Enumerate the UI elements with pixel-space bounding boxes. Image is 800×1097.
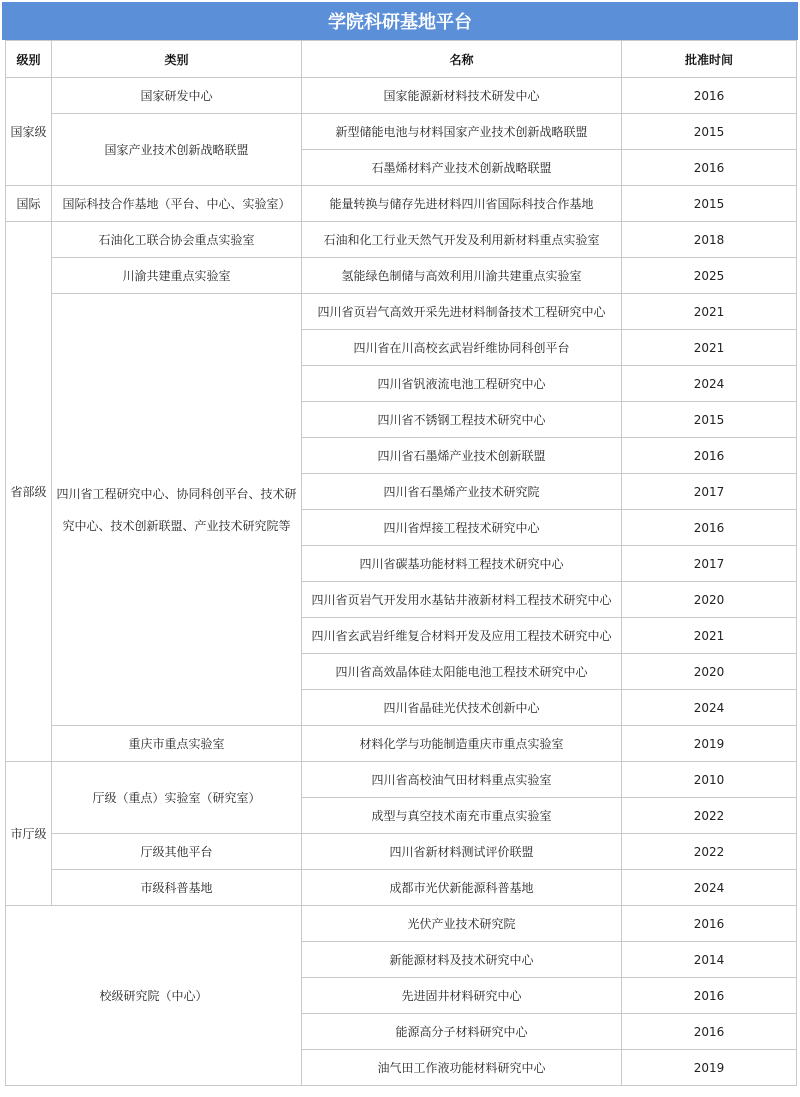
name-cell: 四川省高校油气田材料重点实验室 — [302, 762, 622, 798]
category-cell: 重庆市重点实验室 — [52, 726, 302, 762]
year-cell: 2024 — [622, 870, 797, 906]
year-cell: 2017 — [622, 474, 797, 510]
name-cell: 材料化学与功能制造重庆市重点实验室 — [302, 726, 622, 762]
name-cell: 四川省在川高校玄武岩纤维协同科创平台 — [302, 330, 622, 366]
category-cell-sichuan — [52, 294, 302, 726]
table-row — [6, 258, 797, 294]
year-cell: 2014 — [622, 942, 797, 978]
level-city: 市厅级 — [6, 762, 52, 906]
category-cell: 川渝共建重点实验室 — [52, 258, 302, 294]
year-cell: 2020 — [622, 582, 797, 618]
category-cell: 国家研发中心 — [52, 78, 302, 114]
header-category: 类别 — [52, 41, 302, 78]
year-cell: 2016 — [622, 1014, 797, 1050]
name-cell: 四川省石墨烯产业技术创新联盟 — [302, 438, 622, 474]
year-cell: 2024 — [622, 366, 797, 402]
name-cell: 石油和化工行业天然气开发及利用新材料重点实验室 — [302, 222, 622, 258]
header-year: 批准时间 — [622, 41, 797, 78]
year-cell: 2022 — [622, 834, 797, 870]
table-row — [6, 78, 797, 114]
year-cell: 2022 — [622, 798, 797, 834]
year-cell: 2015 — [622, 186, 797, 222]
name-cell: 四川省晶硅光伏技术创新中心 — [302, 690, 622, 726]
year-cell: 2016 — [622, 906, 797, 942]
table-title: 学院科研基地平台 — [2, 2, 798, 40]
name-cell: 四川省页岩气高效开采先进材料制备技术工程研究中心 — [302, 294, 622, 330]
year-cell: 2015 — [622, 402, 797, 438]
year-cell: 2016 — [622, 438, 797, 474]
category-cell: 厅级其他平台 — [52, 834, 302, 870]
category-cell: 市级科普基地 — [52, 870, 302, 906]
year-cell: 2016 — [622, 78, 797, 114]
name-cell: 四川省玄武岩纤维复合材料开发及应用工程技术研究中心 — [302, 618, 622, 654]
year-cell: 2020 — [622, 654, 797, 690]
name-cell: 四川省石墨烯产业技术研究院 — [302, 474, 622, 510]
category-cell: 国家产业技术创新战略联盟 — [52, 114, 302, 186]
level-school: 校级研究院（中心） — [6, 906, 302, 1086]
year-cell: 2016 — [622, 978, 797, 1014]
header-name: 名称 — [302, 41, 622, 78]
name-cell: 成型与真空技术南充市重点实验室 — [302, 798, 622, 834]
table-row — [6, 834, 797, 870]
table-row — [6, 294, 797, 330]
category-line: 究中心、技术创新联盟、产业技术研究院等 — [62, 518, 291, 533]
name-cell: 四川省碳基功能材料工程技术研究中心 — [302, 546, 622, 582]
header-row — [6, 41, 797, 78]
table-row — [6, 222, 797, 258]
name-cell: 先进固井材料研究中心 — [302, 978, 622, 1014]
year-cell: 2016 — [622, 510, 797, 546]
name-cell: 石墨烯材料产业技术创新战略联盟 — [302, 150, 622, 186]
year-cell: 2024 — [622, 690, 797, 726]
name-cell: 油气田工作液功能材料研究中心 — [302, 1050, 622, 1086]
year-cell: 2025 — [622, 258, 797, 294]
name-cell: 四川省钒液流电池工程研究中心 — [302, 366, 622, 402]
name-cell: 四川省不锈钢工程技术研究中心 — [302, 402, 622, 438]
name-cell: 能量转换与储存先进材料四川省国际科技合作基地 — [302, 186, 622, 222]
level-national: 国家级 — [6, 78, 52, 186]
year-cell: 2010 — [622, 762, 797, 798]
platform-table — [5, 40, 797, 1086]
category-cell: 厅级（重点）实验室（研究室） — [52, 762, 302, 834]
year-cell: 2016 — [622, 150, 797, 186]
year-cell: 2019 — [622, 726, 797, 762]
table-row — [6, 906, 797, 942]
name-cell: 四川省焊接工程技术研究中心 — [302, 510, 622, 546]
name-cell: 成都市光伏新能源科普基地 — [302, 870, 622, 906]
level-international: 国际 — [6, 186, 52, 222]
table-row — [6, 726, 797, 762]
name-cell: 四川省新材料测试评价联盟 — [302, 834, 622, 870]
year-cell: 2021 — [622, 618, 797, 654]
year-cell: 2021 — [622, 330, 797, 366]
name-cell: 新能源材料及技术研究中心 — [302, 942, 622, 978]
name-cell: 国家能源新材料技术研发中心 — [302, 78, 622, 114]
category-cell: 国际科技合作基地（平台、中心、实验室） — [52, 186, 302, 222]
table-row — [6, 870, 797, 906]
year-cell: 2017 — [622, 546, 797, 582]
year-cell: 2021 — [622, 294, 797, 330]
year-cell: 2019 — [622, 1050, 797, 1086]
category-cell: 石油化工联合协会重点实验室 — [52, 222, 302, 258]
table-row — [6, 114, 797, 150]
name-cell: 四川省高效晶体硅太阳能电池工程技术研究中心 — [302, 654, 622, 690]
name-cell: 新型储能电池与材料国家产业技术创新战略联盟 — [302, 114, 622, 150]
level-provincial: 省部级 — [6, 222, 52, 762]
name-cell: 光伏产业技术研究院 — [302, 906, 622, 942]
header-level: 级别 — [6, 41, 52, 78]
category-line: 四川省工程研究中心、协同科创平台、技术研 — [56, 486, 297, 501]
name-cell: 氢能绿色制储与高效利用川渝共建重点实验室 — [302, 258, 622, 294]
year-cell: 2015 — [622, 114, 797, 150]
name-cell: 能源高分子材料研究中心 — [302, 1014, 622, 1050]
year-cell: 2018 — [622, 222, 797, 258]
table-row — [6, 762, 797, 798]
table-row — [6, 186, 797, 222]
name-cell: 四川省页岩气开发用水基钻井液新材料工程技术研究中心 — [302, 582, 622, 618]
